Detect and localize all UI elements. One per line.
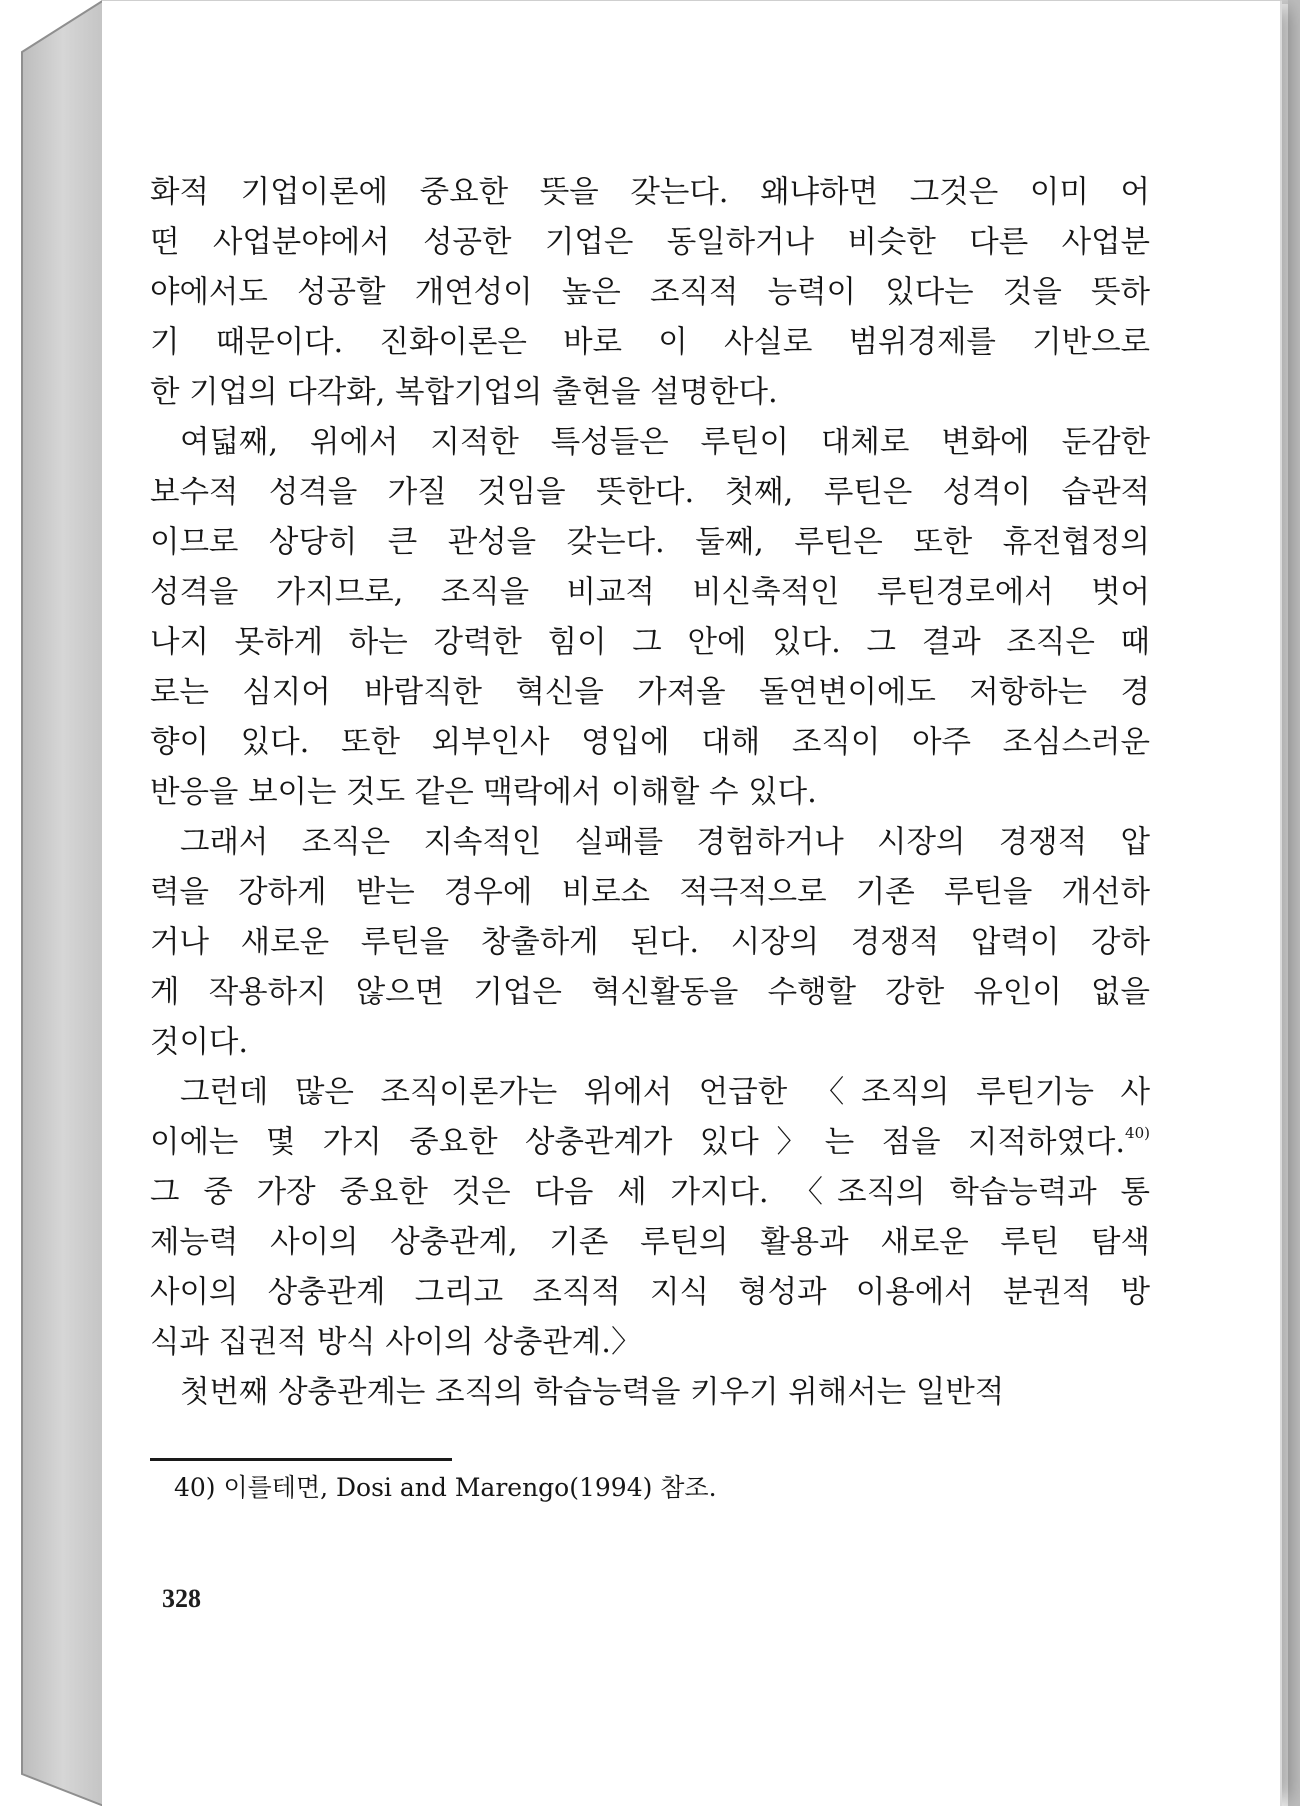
text-line: 거나 새로운 루틴을 창출하게 된다. 시장의 경쟁적 압력이 강하 bbox=[150, 925, 1150, 960]
text-line: 제능력 사이의 상충관계, 기존 루틴의 활용과 새로운 루틴 탐색 bbox=[150, 1225, 1150, 1260]
text-line: 한 기업의 다각화, 복합기업의 출현을 설명한다. bbox=[150, 375, 778, 410]
paragraph bbox=[150, 1068, 1150, 1368]
paragraph bbox=[150, 418, 1150, 818]
body-text bbox=[150, 168, 1150, 1418]
text-line: 그런데 많은 조직이론가는 위에서 언급한 〈조직의 루틴기능 사 bbox=[180, 1075, 1150, 1110]
text-line: 화적 기업이론에 중요한 뜻을 갖는다. 왜냐하면 그것은 이미 어 bbox=[150, 175, 1150, 210]
text-line: 떤 사업분야에서 성공한 기업은 동일하거나 비슷한 다른 사업분 bbox=[150, 225, 1150, 260]
text-line: 로는 심지어 바람직한 혁신을 가져올 돌연변이에도 저항하는 경 bbox=[150, 675, 1150, 710]
text-line: 그 중 가장 중요한 것은 다음 세 가지다. 〈조직의 학습능력과 통 bbox=[150, 1175, 1150, 1210]
text-line: 반응을 보이는 것도 같은 맥락에서 이해할 수 있다. bbox=[150, 775, 817, 810]
paragraph bbox=[150, 1368, 1150, 1418]
text-line: 성격을 가지므로, 조직을 비교적 비신축적인 루틴경로에서 벗어 bbox=[150, 575, 1150, 610]
text-line: 사이의 상충관계 그리고 조직적 지식 형성과 이용에서 분권적 방 bbox=[150, 1275, 1150, 1310]
text-line: 그래서 조직은 지속적인 실패를 경험하거나 시장의 경쟁적 압 bbox=[180, 825, 1150, 860]
text-line: 보수적 성격을 가질 것임을 뜻한다. 첫째, 루틴은 성격이 습관적 bbox=[150, 475, 1150, 510]
footnote: 40) 이를테면, Dosi and Marengo(1994) 참조. bbox=[174, 1473, 717, 1502]
paragraph bbox=[150, 818, 1150, 1068]
text-line: 나지 못하게 하는 강력한 힘이 그 안에 있다. 그 결과 조직은 때 bbox=[150, 625, 1150, 660]
paragraph bbox=[150, 168, 1150, 418]
text-line: 식과 집권적 방식 사이의 상충관계.〉 bbox=[150, 1325, 642, 1360]
text-line: 여덟째, 위에서 지적한 특성들은 루틴이 대체로 변화에 둔감한 bbox=[180, 425, 1150, 460]
text-line: 기 때문이다. 진화이론은 바로 이 사실로 범위경제를 기반으로 bbox=[150, 325, 1150, 360]
text-line: 게 작용하지 않으면 기업은 혁신활동을 수행할 강한 유인이 없을 bbox=[150, 975, 1150, 1010]
text-line: 첫번째 상충관계는 조직의 학습능력을 키우기 위해서는 일반적 bbox=[180, 1375, 1005, 1410]
page-number: 328 bbox=[162, 1584, 201, 1613]
text-line: 향이 있다. 또한 외부인사 영입에 대해 조직이 아주 조심스러운 bbox=[150, 725, 1150, 760]
footnote-divider bbox=[150, 1458, 452, 1461]
text-line: 력을 강하게 받는 경우에 비로소 적극적으로 기존 루틴을 개선하 bbox=[150, 875, 1150, 910]
text-line: 것이다. bbox=[150, 1025, 249, 1060]
text-line: 야에서도 성공할 개연성이 높은 조직적 능력이 있다는 것을 뜻하 bbox=[150, 275, 1150, 310]
footnote-reference[interactable]: 40) bbox=[1125, 1124, 1150, 1142]
text-line: 이므로 상당히 큰 관성을 갖는다. 둘째, 루틴은 또한 휴전협정의 bbox=[150, 525, 1150, 560]
text-line: 이에는 몇 가지 중요한 상충관계가 있다〉는 점을 지적하였다.$^{40)}$ bbox=[150, 1124, 1150, 1160]
